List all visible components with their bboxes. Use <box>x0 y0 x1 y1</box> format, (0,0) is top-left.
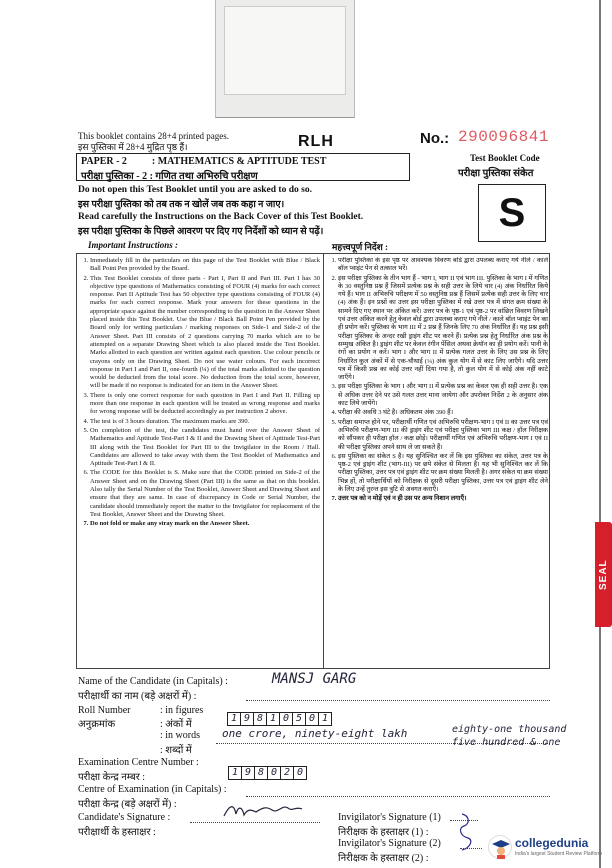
roll-words-value-3[interactable]: five hundred & one <box>452 737 561 748</box>
candidate-signature-label-hi: परीक्षार्थी के हस्ताक्षर : <box>78 827 156 838</box>
instruction-en-2: 2. This Test Booklet consists of three parts - Part I, Part II and Part III. Part I has 30 objective type questions of Mathematics consisting of FOUR (4) marks for each correct response. Part II Aptitude Test has 50 objective type questions consisting of FOUR (4) marks for each correct response. Mark your answers for these questions in the appropriate space against the number corresponding to the question in the Answer Sheet placed inside this Test Booklet. Use the Blue / Black Ball Point Pen provided by the Board only for writing particulars / marking responses on Side-1 and Side-2 of the Answer Sheet. Part III consists of 2 questions carrying 70 marks which are to be attempted on a separate Drawing Sheet which is also placed inside the Test Booklet. Marks allotted to each question are written against each question. Use colour pencils or crayons only on the Drawing Sheet. Do not use water colours. For each incorrect response in Part I and Part II, one-fourth (¼) of the total marks allotted to the question would be deducted from the total score. No deduction from the total score, however, will be made if no response is indicated for an item in the Answer Sheet. <box>90 275 320 391</box>
instruction-en-7: 7. Do not fold or make any stray mark on the Answer Sheet. <box>90 520 320 528</box>
centre-number-label-hi: परीक्षा केन्द्र नम्बर : <box>78 772 146 783</box>
roll-digit: 9 <box>240 712 254 726</box>
centre-digit: 0 <box>267 766 281 780</box>
instruction-hi-7: 7. उत्तर पत्र को न मोड़ें एवं न ही उस पर अन्य निशान लगाएँ। <box>338 495 548 503</box>
instruction-en-4: 4. The test is of 3 hours duration. The maximum marks are 390. <box>90 418 320 426</box>
paper-title-box <box>76 153 410 181</box>
roll-digit: 5 <box>292 712 306 726</box>
invigilator-signature-icon <box>456 810 478 854</box>
seal-fold-line <box>599 0 601 868</box>
name-label-en: Name of the Candidate (in Capitals) : <box>78 676 228 687</box>
roll-digit: 0 <box>279 712 293 726</box>
centre-number-label-en: Examination Centre Number : <box>78 757 199 768</box>
centre-number-boxes[interactable] <box>228 766 306 780</box>
in-words-label-hi: : शब्दों में <box>160 745 192 756</box>
in-words-label-en: : in words <box>160 730 200 741</box>
roll-label-hi: अनुक्रमांक <box>78 719 116 730</box>
invigilator-1-label-en: Invigilator's Signature (1) <box>338 812 441 823</box>
roll-words-value-2[interactable]: eighty-one thousand <box>452 724 567 735</box>
candidate-signature-icon <box>222 800 307 824</box>
instruction-hi-1: 1. परीक्षा पुस्तिका के इस पृष्ठ पर आवश्यक विवरण बोर्ड द्वारा उपलब्ध कराए गये नीले / काले बॉल प्वाइंट पेन से तत्काल भरें। <box>338 257 548 274</box>
candidate-signature-label-en: Candidate's Signature : <box>78 812 171 823</box>
invigilator-1-label-hi: निरीक्षक के हस्ताक्षर (1) : <box>338 827 429 838</box>
instructions-hi-column <box>326 257 548 667</box>
series-code: RLH <box>298 133 334 150</box>
centre-line[interactable] <box>246 796 550 797</box>
name-label-hi: परीक्षार्थी का नाम (बड़े अक्षरों में) : <box>78 691 197 702</box>
instructions-divider <box>323 253 324 669</box>
instruction-en-6: 6. The CODE for this Booklet is S. Make sure that the CODE printed on Side-2 of the Answer Sheet and on the Drawing Sheet (Part III) is the same as that on this booklet. Also tally the Serial Number of the Test Booklet, Answer Sheet and Drawing Sheet and ensure that they are same. In case of discrepancy in Code or Serial Number, the candidate should immediately report the matter to the Invigilator for replacement of the Test Booklet, Answer Sheet and the Drawing Sheet. <box>90 469 320 519</box>
instruction-hi-3: 3. इस परीक्षा पुस्तिका के भाग I और भाग II में प्रत्येक प्रश्न का केवल एक ही सही उत्तर है। एक से अधिक उत्तर देने पर उसे गलत उत्तर माना जायेगा और उपरोक्त निर्देश 2 के अनुसार अंक काट लिये जायेंगे। <box>338 383 548 408</box>
instructions-en-column <box>78 257 320 667</box>
printed-pages-hi: इस पुस्तिका में 28+4 मुद्रित पृष्ठ हैं। <box>78 142 188 152</box>
in-figures-label-en: : in figures <box>160 705 204 716</box>
booklet-code-value: S <box>478 184 546 242</box>
notice-open-en: Do not open this Test Booklet until you are asked to do so. <box>78 185 312 195</box>
printed-pages-en: This booklet contains 28+4 printed pages. <box>78 131 230 141</box>
instruction-en-5: 5. On completion of the test, the candidates must hand over the Answer Sheet of Mathematics and Aptitude Test-Part I & II and the Drawing Sheet of Aptitude Test-Part III along with the Test Booklet for Part III to the Invigilator in the Room / Hall. Candidates are allowed to take away with them the Test Booklet of Mathematics and Aptitude Test-Part I & II. <box>90 427 320 468</box>
seal-flap <box>215 0 355 118</box>
instruction-hi-2: 2. इस परीक्षा पुस्तिका के तीन भाग हैं - भाग I, भाग II एवं भाग III. पुस्तिका के भाग I में गणित के 30 वस्तुनिष्ठ प्रश्न हैं जिसमें प्रत्येक प्रश्न के सही उत्तर के लिये चार (4) अंक निर्धारित किये गये हैं। भाग II अभिरुचि परीक्षण में 50 वस्तुनिष्ठ प्रश्न हैं जिसमें प्रत्येक सही उत्तर के लिए चार (4) अंक हैं। इन प्रश्नों का उत्तर इस परीक्षा पुस्तिका में रखे उत्तर पत्र में संगत क्रम संख्या के सामने दिए गए स्थान पर अंकित करें। उत्तर पत्र के पृष्ठ-1 एवं पृष्ठ-2 पर वांछित विवरण लिखने एवं उत्तर अंकित करने हेतु केवल बोर्ड द्वारा उपलब्ध कराए गये नीले / काले बॉल प्वाइंट पेन का ही प्रयोग करें। पुस्तिका के भाग III में 2 प्रश्न हैं जिनके लिए 70 अंक निर्धारित हैं। यह प्रश्न इसी परीक्षा पुस्तिका के अन्दर रखी ड्राइंग शीट पर करने हैं। प्रत्येक प्रश्न हेतु निर्धारित अंक प्रश्न के सम्मुख अंकित है। ड्राइंग शीट पर केवल रंगीन पेंसिल अथवा क्रेयॉन का ही प्रयोग करें। पानी के रंगों का प्रयोग न करें। भाग I और भाग II में प्रत्येक गलत उत्तर के लिए उस प्रश्न के लिए निर्धारित कुल अंकों में से एक-चौथाई (¼) अंक कुल योग में से काट लिए जाएँगे। यदि उत्तर पत्र में किसी प्रश्न का कोई उत्तर नहीं दिया गया है, तो कुल योग में से कोई अंक नहीं काटे जाएँगे। <box>338 275 548 383</box>
roll-number-boxes[interactable] <box>227 712 331 726</box>
roll-digit: 1 <box>266 712 280 726</box>
centre-label-en: Centre of Examination (in Capitals) : <box>78 784 227 795</box>
logo-tagline: India's largest Student Review Platform <box>515 851 603 857</box>
centre-digit: 1 <box>228 766 242 780</box>
notice-read-en: Read carefully the Instructions on the Back Cover of this Test Booklet. <box>78 212 364 222</box>
paper-title-hi: परीक्षा पुस्तिका - 2 : गणित तथा अभिरुचि परीक्षण <box>81 171 258 182</box>
booklet-code-label-hi: परीक्षा पुस्तिका संकेत <box>458 168 534 179</box>
logo-name: collegedunia <box>515 836 589 850</box>
notice-open-hi: इस परीक्षा पुस्तिका को तब तक न खोलें जब तक कहा न जाए। <box>78 200 285 210</box>
name-value[interactable]: MANSJ GARG <box>272 671 357 687</box>
invigilator-2-label-en: Invigilator's Signature (2) <box>338 838 441 849</box>
notice-read-hi: इस परीक्षा पुस्तिका के पिछले आवरण पर दिए गए निर्देशों को ध्यान से पढ़ें। <box>78 227 324 237</box>
paper-title-en: PAPER - 2 : MATHEMATICS & APTITUDE TEST <box>81 156 327 167</box>
centre-digit: 0 <box>293 766 307 780</box>
instruction-hi-5: 5. परीक्षा समाप्त होने पर, परीक्षार्थी गणित एवं अभिरुचि परीक्षण-भाग I एवं II का उत्तर पत्र एवं अभिरुचि परीक्षण-भाग III की ड्राइंग शीट एवं परीक्षा पुस्तिका भाग III कक्ष / हॉल निरीक्षक को सौंपकर ही परीक्षा हॉल / कक्ष छोड़ें। परीक्षार्थी गणित एवं अभिरुचि परीक्षण-भाग I एवं II की परीक्षा पुस्तिका अपने साथ ले जा सकते हैं। <box>338 419 548 452</box>
roll-digit: 1 <box>318 712 332 726</box>
booklet-no-value: 290096841 <box>458 128 549 146</box>
booklet-code-label-en: Test Booklet Code <box>470 153 540 163</box>
instruction-hi-6: 6. इस पुस्तिका का संकेत S है। यह सुनिश्चित कर लें कि इस पुस्तिका का संकेत, उत्तर पत्र के पृष्ठ-2 एवं ड्राइंग शीट (भाग-III) पर छपे संकेत से मिलता है। यह भी सुनिश्चित कर लें कि परीक्षा पुस्तिका, उत्तर पत्र एवं ड्राइंग शीट पर क्रम संख्या मिलती है। अगर संकेत या क्रम संख्या भिन्न हों, तो परीक्षार्थियों को निरीक्षक से दूसरी परीक्षा पुस्तिका, उत्तर पत्र एवं ड्राइंग शीट लेने के लिए उन्हें तुरन्त इस त्रुटि से अवगत कराएँ। <box>338 453 548 494</box>
centre-digit: 9 <box>241 766 255 780</box>
centre-digit: 2 <box>280 766 294 780</box>
instructions-heading-en: Important Instructions : <box>88 240 179 250</box>
graduate-icon <box>488 835 512 859</box>
collegedunia-logo <box>488 833 608 865</box>
centre-label-hi: परीक्षा केन्द्र (बड़े अक्षरों में) : <box>78 799 177 810</box>
instruction-en-1: 1. Immediately fill in the particulars on this page of the Test Booklet with Blue / Black Ball Point Pen provided by the Board. <box>90 257 320 274</box>
in-figures-label-hi: : अंकों में <box>160 719 192 730</box>
invigilator-2-label-hi: निरीक्षक के हस्ताक्षर (2) : <box>338 853 429 864</box>
booklet-no-label: No.: <box>420 130 450 147</box>
roll-digit: 8 <box>253 712 267 726</box>
centre-digit: 8 <box>254 766 268 780</box>
instructions-heading-hi: महत्त्वपूर्ण निर्देश : <box>332 242 388 252</box>
roll-label-en: Roll Number <box>78 705 131 716</box>
roll-digit: 1 <box>227 712 241 726</box>
roll-digit: 0 <box>305 712 319 726</box>
seal-tab: SEAL <box>595 522 612 627</box>
name-line <box>246 700 550 701</box>
instruction-hi-4: 4. परीक्षा की अवधि 3 घंटे है। अधिकतम अंक 390 हैं। <box>338 409 548 417</box>
roll-words-value-1[interactable]: one crore, ninety-eight lakh <box>222 727 408 740</box>
instruction-en-3: 3. There is only one correct response for each question in Part I and Part II. Filling up more than one response in each question will be treated as wrong response and marks for wrong response will be deducted accordingly as per instruction 2 above. <box>90 392 320 417</box>
